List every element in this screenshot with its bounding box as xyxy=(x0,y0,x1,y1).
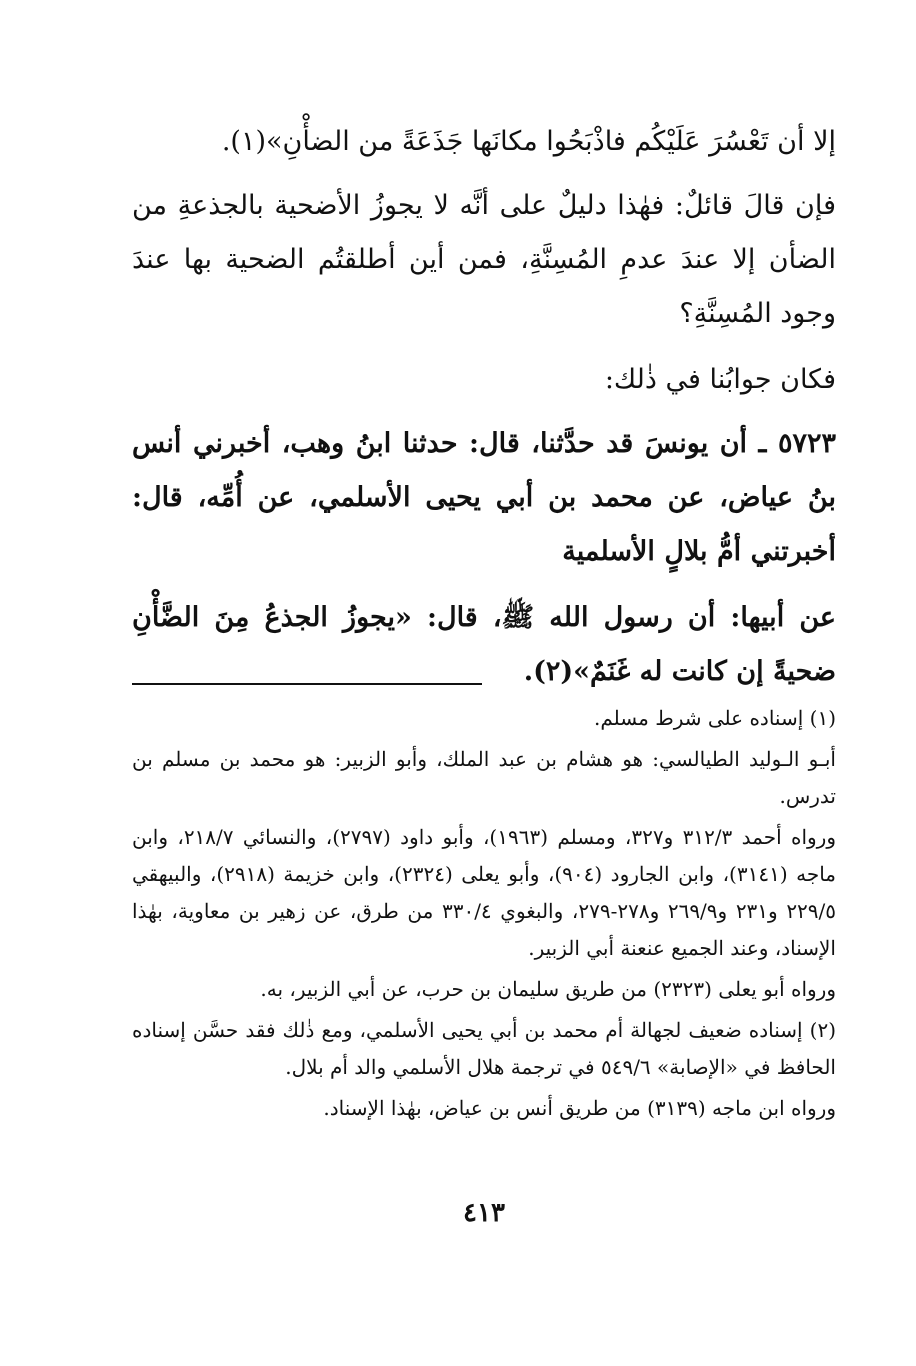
footnote-separator xyxy=(132,683,482,685)
footnote-1-sources: ورواه أحمد ٣١٢/٣ و٣٢٧، ومسلم (١٩٦٣)، وأبو داود (٢٧٩٧)، والنسائي ٢١٨/٧، وابن ماجه (٣١٤١)، وابن الجارود (٩٠٤)، وأبو يعلى (٢٣٢٤)، وابن خزيمة (٢٩١٨)، والبيهقي ٢٢٩/٥ و٢٣١ و٢٦٩/٩ و٢٧٨-٢٧٩، والبغوي ٣٣٠/٤ من طرق، عن زهير بن معاوية، بهٰذا الإسناد، وعند الجميع عنعنة أبي الزبير. xyxy=(132,825,837,960)
footnote-1-additional: ورواه أبو يعلى (٢٣٢٣) من طريق سليمان بن حرب، عن أبي الزبير، به. xyxy=(260,977,836,1001)
hadith-text-paragraph: عن أبيها: أن رسول الله ﷺ، قال: «يجوزُ الجذعُ مِنَ الضَّأْنِ ضحيةً إن كانت له غَنَمٌ»(٢). xyxy=(132,602,836,687)
book-page xyxy=(132,0,836,1366)
main-paragraph-1: إلا أن تَعْسُرَ عَلَيْكُم فاذْبَحُوا مكانَها جَذَعَةً من الضأْنِ»(١). xyxy=(221,126,836,157)
main-text xyxy=(132,115,836,711)
footnote-1: (١) إسناده على شرط مسلم. xyxy=(594,706,836,730)
main-paragraph-2: فإن قالَ قائلٌ: فهٰذا دليلٌ على أنَّه لا يجوزُ الأضحية بالجذعةِ من الضأن إلا عندَ عدمِ المُسِنَّةِ، فمن أين أطلقتُم الضحية بها عندَ وجود المُسِنَّةِ؟ xyxy=(132,190,836,329)
footnote-1-narrators: أبـو الـوليد الطيالسي: هو هشام بن عبد الملك، وأبو الزبير: هو محمد بن مسلم بن تدرس. xyxy=(132,747,836,808)
page-number: ٤١٣ xyxy=(463,1198,505,1228)
footnotes xyxy=(132,700,836,1131)
hadith-5723-paragraph: ٥٧٢٣ ـ أن يونسَ قد حدَّثنا، قال: حدثنا ابنُ وهب، أخبرني أنس بنُ عياض، عن محمد بن أبي يحيى الأسلمي، عن أُمِّه، قال: أخبرتني أمُّ بلالٍ الأسلمية xyxy=(132,428,836,567)
footnote-2-sources: ورواه ابن ماجه (٣١٣٩) من طريق أنس بن عياض، بهٰذا الإسناد. xyxy=(323,1096,836,1120)
main-paragraph-3: فكان جوابُنا في ذٰلك: xyxy=(604,364,836,395)
footnote-2: (٢) إسناده ضعيف لجهالة أم محمد بن أبي يحيى الأسلمي، ومع ذٰلك فقد حسَّن إسناده الحافظ في «الإصابة» ٥٤٩/٦ في ترجمة هلال الأسلمي والد أم بلال. xyxy=(132,1018,836,1079)
